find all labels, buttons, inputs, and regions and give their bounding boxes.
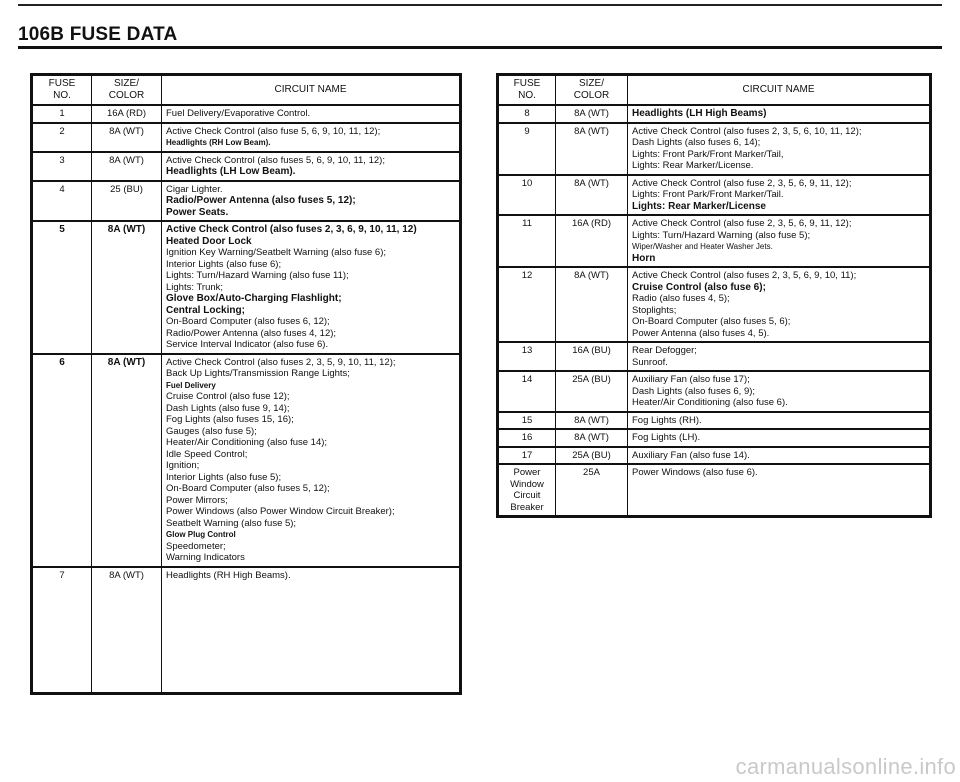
- header-fuse-no: FUSE NO.: [32, 75, 92, 106]
- fuse-number: 8: [498, 105, 556, 123]
- table-row: [32, 152, 461, 181]
- circuit-line: On-Board Computer (also fuses 5, 6);: [632, 316, 791, 327]
- circuit-name-cell: [628, 215, 931, 267]
- table-row: [498, 123, 931, 175]
- fuse-size-color: 25A: [556, 464, 628, 517]
- fuse-size-color: 8A (WT): [556, 123, 628, 175]
- header-size-color: SIZE/ COLOR: [92, 75, 162, 106]
- table-row: [32, 354, 461, 567]
- circuit-line: Power Mirrors;: [166, 494, 228, 506]
- circuit-name-cell: [628, 371, 931, 412]
- circuit-line: Headlights (LH Low Beam).: [166, 166, 296, 177]
- table-row: [498, 105, 931, 123]
- circuit-name-cell: [162, 105, 461, 123]
- fuse-size-color: 8A (WT): [556, 412, 628, 430]
- fuse-number: 12: [498, 267, 556, 342]
- circuit-line: Glow Plug Control: [166, 530, 236, 539]
- table-row: [498, 342, 931, 371]
- circuit-name-cell: [162, 567, 461, 694]
- circuit-line: Interior Lights (also fuse 6);: [166, 258, 282, 270]
- circuit-line: Glove Box/Auto-Charging Flashlight;: [166, 293, 342, 304]
- circuit-name-cell: [162, 123, 461, 152]
- circuit-line: Ignition;: [166, 460, 200, 471]
- circuit-name-cell: [628, 342, 931, 371]
- circuit-line: Fog Lights (RH).: [632, 414, 702, 426]
- circuit-name-cell: [628, 429, 931, 447]
- fuse-size-color: 16A (RD): [92, 105, 162, 123]
- table-row: [32, 221, 461, 354]
- circuit-line: Power Windows (also Power Window Circuit Breaker);: [166, 506, 395, 517]
- circuit-line: Stoplights;: [632, 304, 677, 316]
- top-rule: [18, 4, 942, 6]
- circuit-name-cell: [628, 412, 931, 430]
- table-row: [498, 215, 931, 267]
- title-rule: [18, 46, 942, 49]
- circuit-line: Seatbelt Warning (also fuse 5);: [166, 517, 297, 529]
- circuit-line: Gauges (also fuse 5);: [166, 425, 257, 437]
- fuse-size-color: 25A (BU): [556, 371, 628, 412]
- fuse-size-color: 8A (WT): [92, 123, 162, 152]
- circuit-line: Headlights (LH High Beams): [632, 108, 767, 119]
- fuse-number: 4: [32, 181, 92, 222]
- circuit-line: Active Check Control (also fuses 2, 3, 5, 6, 9, 10, 11);: [632, 270, 857, 281]
- circuit-line: Rear Defogger;: [632, 345, 697, 356]
- circuit-line: Lights: Front Park/Front Marker/Tail.: [632, 189, 784, 200]
- circuit-name-cell: [162, 221, 461, 354]
- circuit-line: On-Board Computer (also fuses 6, 12);: [166, 316, 330, 327]
- fuse-number: 10: [498, 175, 556, 216]
- table-row: [498, 429, 931, 447]
- fuse-size-color: 16A (BU): [556, 342, 628, 371]
- circuit-name-cell: [628, 464, 931, 517]
- circuit-line: Active Check Control (also fuses 2, 3, 6, 9, 10, 11, 12): [166, 224, 417, 235]
- circuit-line: Active Check Control (also fuses 2, 3, 5, 9, 10, 11, 12);: [166, 356, 396, 368]
- table-row: [32, 181, 461, 222]
- table-row: [498, 371, 931, 412]
- circuit-line: Cruise Control (also fuse 12);: [166, 391, 290, 402]
- circuit-line: Auxiliary Fan (also fuse 14).: [632, 449, 750, 461]
- circuit-name-cell: [162, 354, 461, 567]
- circuit-line: Heater/Air Conditioning (also fuse 6).: [632, 397, 788, 408]
- circuit-line: Back Up Lights/Transmission Range Lights;: [166, 368, 350, 379]
- circuit-line: Dash Lights (also fuses 6, 14);: [632, 137, 761, 148]
- circuit-line: Fuel Delivery: [166, 380, 216, 390]
- circuit-line: Speedometer;: [166, 540, 226, 552]
- circuit-name-cell: [628, 123, 931, 175]
- fuse-number: 9: [498, 123, 556, 175]
- circuit-line: Fog Lights (LH).: [632, 432, 701, 443]
- circuit-line: Radio/Power Antenna (also fuses 4, 12);: [166, 327, 337, 339]
- circuit-line: Ignition Key Warning/Seatbelt Warning (also fuse 6);: [166, 247, 387, 258]
- fuse-size-color: 8A (WT): [92, 152, 162, 181]
- circuit-line: Lights: Turn/Hazard Warning (also fuse 5);: [632, 229, 811, 241]
- fuse-size-color: 25 (BU): [92, 181, 162, 222]
- circuit-line: Lights: Front Park/Front Marker/Tail,: [632, 148, 784, 160]
- fuse-number: 2: [32, 123, 92, 152]
- fuse-size-color: 8A (WT): [92, 221, 162, 354]
- circuit-line: Lights: Rear Marker/License: [632, 200, 766, 212]
- fuse-number: Power Window Circuit Breaker: [498, 464, 556, 517]
- circuit-line: Cruise Control (also fuse 6);: [632, 281, 766, 293]
- circuit-line: Active Check Control (also fuse 2, 3, 5, 6, 9, 11, 12);: [632, 218, 852, 229]
- fuse-number: 17: [498, 447, 556, 465]
- fuse-size-color: 8A (WT): [556, 429, 628, 447]
- circuit-line: Power Seats.: [166, 206, 229, 218]
- fuse-size-color: 8A (WT): [556, 175, 628, 216]
- header-circuit-name: CIRCUIT NAME: [628, 75, 931, 106]
- circuit-line: Lights: Trunk;: [166, 281, 224, 293]
- fuse-number: 16: [498, 429, 556, 447]
- table-row: [498, 175, 931, 216]
- table-row: [498, 447, 931, 465]
- circuit-line: Idle Speed Control;: [166, 448, 248, 460]
- table-row: [498, 464, 931, 517]
- circuit-line: Headlights (RH High Beams).: [166, 569, 291, 581]
- circuit-name-cell: [628, 105, 931, 123]
- table-row: [32, 123, 461, 152]
- fuse-number: 1: [32, 105, 92, 123]
- header-size-color: SIZE/ COLOR: [556, 75, 628, 106]
- circuit-name-cell: [162, 152, 461, 181]
- fuse-number: 6: [32, 354, 92, 567]
- fuse-size-color: 25A (BU): [556, 447, 628, 465]
- fuse-number: 14: [498, 371, 556, 412]
- table-row: [498, 412, 931, 430]
- circuit-line: Horn: [632, 252, 656, 264]
- fuse-size-color: 16A (RD): [556, 215, 628, 267]
- circuit-line: Dash Lights (also fuses 6, 9);: [632, 385, 756, 397]
- table-row: [498, 267, 931, 342]
- table-row: [32, 567, 461, 694]
- fuse-table-right-body: [498, 105, 931, 517]
- circuit-line: Dash Lights (also fuse 9, 14);: [166, 402, 290, 414]
- fuse-number: 5: [32, 221, 92, 354]
- fuse-table-left-body: [32, 105, 461, 693]
- fuse-table-right: [496, 73, 932, 518]
- circuit-line: Heater/Air Conditioning (also fuse 14);: [166, 437, 328, 448]
- circuit-line: Heated Door Lock: [166, 235, 252, 247]
- fuse-size-color: 8A (WT): [556, 267, 628, 342]
- circuit-name-cell: [628, 447, 931, 465]
- fuse-number: 3: [32, 152, 92, 181]
- circuit-line: Interior Lights (also fuse 5);: [166, 471, 282, 483]
- circuit-line: Cigar Lighter.: [166, 183, 223, 195]
- table-row: [32, 105, 461, 123]
- circuit-line: Power Windows (also fuse 6).: [632, 467, 758, 478]
- header-row: [498, 75, 931, 106]
- circuit-line: Fog Lights (also fuses 15, 16);: [166, 414, 294, 425]
- circuit-line: Sunroof.: [632, 356, 668, 368]
- page-title: 106B FUSE DATA: [18, 24, 178, 45]
- circuit-line: Active Check Control (also fuse 2, 3, 5, 6, 9, 11, 12);: [632, 177, 852, 189]
- fuse-number: 13: [498, 342, 556, 371]
- circuit-name-cell: [628, 175, 931, 216]
- circuit-name-cell: [628, 267, 931, 342]
- fuse-number: 11: [498, 215, 556, 267]
- circuit-line: Active Check Control (also fuses 2, 3, 5, 6, 10, 11, 12);: [632, 125, 862, 137]
- circuit-line: Fuel Delivery/Evaporative Control.: [166, 108, 311, 119]
- circuit-line: Active Check Control (also fuse 5, 6, 9, 10, 11, 12);: [166, 125, 381, 137]
- header-row: [32, 75, 461, 106]
- circuit-line: Lights: Rear Marker/License.: [632, 160, 754, 171]
- circuit-line: Warning Indicators: [166, 552, 245, 563]
- circuit-line: Headlights (RH Low Beam).: [166, 138, 271, 147]
- fuse-table-left: [30, 73, 462, 695]
- circuit-line: On-Board Computer (also fuses 5, 12);: [166, 483, 330, 494]
- circuit-line: Wiper/Washer and Heater Washer Jets.: [632, 242, 773, 251]
- circuit-line: Active Check Control (also fuses 5, 6, 9, 10, 11, 12);: [166, 154, 385, 166]
- circuit-line: Radio (also fuses 4, 5);: [632, 293, 730, 304]
- circuit-line: Service Interval Indicator (also fuse 6).: [166, 339, 329, 350]
- header-fuse-no: FUSE NO.: [498, 75, 556, 106]
- circuit-line: Power Antenna (also fuses 4, 5).: [632, 327, 770, 339]
- fuse-size-color: 8A (WT): [92, 354, 162, 567]
- fuse-number: 15: [498, 412, 556, 430]
- circuit-line: Lights: Turn/Hazard Warning (also fuse 11);: [166, 270, 349, 281]
- circuit-line: Auxiliary Fan (also fuse 17);: [632, 374, 750, 385]
- header-circuit-name: CIRCUIT NAME: [162, 75, 461, 106]
- circuit-line: Radio/Power Antenna (also fuses 5, 12);: [166, 195, 356, 206]
- circuit-line: Central Locking;: [166, 304, 245, 316]
- fuse-size-color: 8A (WT): [92, 567, 162, 694]
- fuse-number: 7: [32, 567, 92, 694]
- fuse-size-color: 8A (WT): [556, 105, 628, 123]
- circuit-name-cell: [162, 181, 461, 222]
- watermark: carmanualsonline.info: [735, 754, 956, 779]
